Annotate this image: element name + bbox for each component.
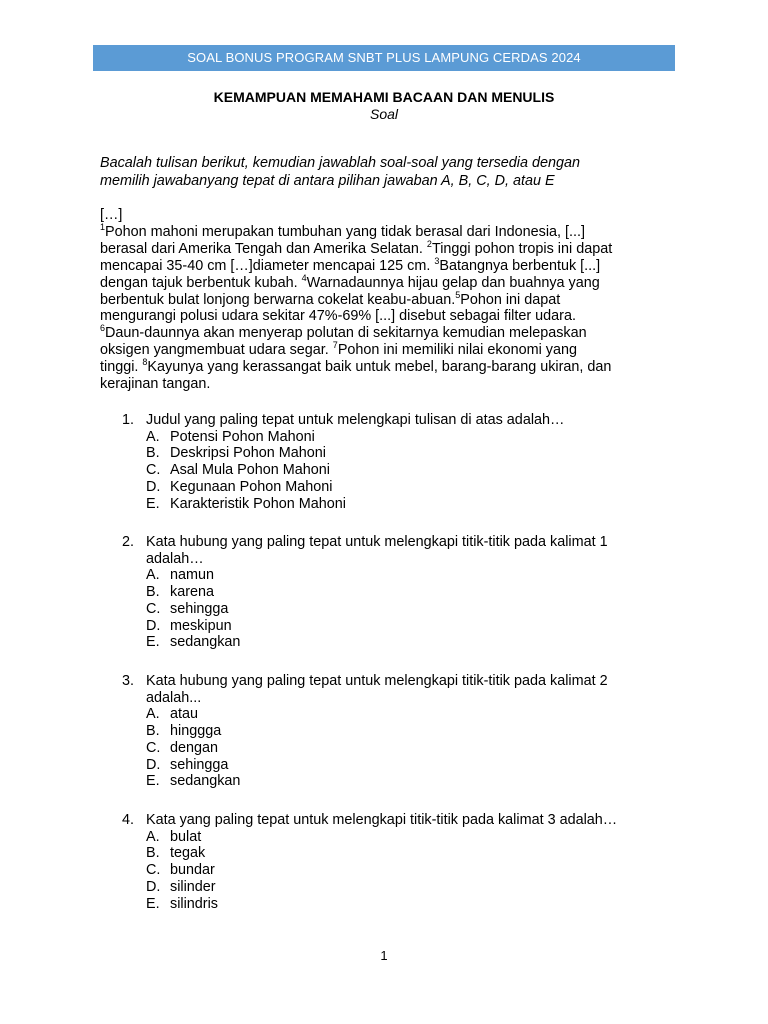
- option-text: sedangkan: [170, 773, 241, 790]
- option-letter: B.: [146, 584, 160, 601]
- option-text: meskipun: [170, 617, 232, 634]
- option-letter: A.: [146, 706, 160, 723]
- reading-passage: [100, 207, 675, 393]
- option-text: dengan: [170, 739, 219, 756]
- option-letter: E.: [146, 773, 160, 790]
- sentence-number: 5: [455, 289, 461, 300]
- passage-line: [100, 255, 675, 275]
- option-letter: A.: [146, 428, 160, 445]
- option-text: hinggga: [170, 723, 222, 740]
- answer-option[interactable]: [122, 740, 662, 757]
- header-banner: SOAL BONUS PROGRAM SNBT PLUS LAMPUNG CERDAS 2024: [93, 45, 675, 71]
- passage-text: Warnadaunnya hijau gelap dan buahnya yang: [306, 274, 600, 291]
- question-number: 2.: [122, 534, 135, 550]
- answer-option[interactable]: [122, 773, 662, 790]
- question-number: 3.: [122, 673, 135, 689]
- passage-line: [100, 359, 675, 376]
- question-stem: [122, 534, 662, 567]
- page-title: KEMAMPUAN MEMAHAMI BACAAN DAN MENULIS: [213, 89, 555, 105]
- option-letter: D.: [146, 617, 161, 634]
- option-letter: D.: [146, 756, 161, 773]
- passage-line: [100, 272, 675, 292]
- passage-text: mencapai 35-40 cm […]diameter mencapai 125 cm.: [100, 257, 435, 274]
- question-1: [122, 412, 662, 512]
- sentence-number: 4: [301, 272, 307, 283]
- sentence-number: 6: [100, 323, 106, 334]
- question-stem: [122, 412, 662, 429]
- option-letter: B.: [146, 445, 160, 462]
- answer-option[interactable]: [122, 567, 662, 584]
- option-letter: A.: [146, 828, 160, 845]
- option-letter: E.: [146, 634, 160, 651]
- passage-text: dengan tajuk berbentuk kubah.: [100, 274, 302, 291]
- option-text: sehingga: [170, 600, 229, 617]
- answer-option[interactable]: [122, 879, 662, 896]
- answer-option[interactable]: [122, 723, 662, 740]
- option-text: karena: [170, 584, 215, 601]
- answer-option[interactable]: [122, 862, 662, 879]
- answer-option[interactable]: [122, 479, 662, 496]
- question-text: Kata hubung yang paling tepat untuk melengkapi titik-titik pada kalimat 1 adalah…: [146, 534, 608, 567]
- option-text: bundar: [170, 862, 215, 879]
- option-letter: C.: [146, 600, 161, 617]
- page-number: 1: [380, 948, 388, 963]
- passage-line: [100, 342, 675, 359]
- passage-line: [100, 221, 675, 241]
- question-4: [122, 812, 662, 912]
- answer-option[interactable]: [122, 496, 662, 513]
- passage-text: Tinggi pohon tropis ini dapat: [431, 240, 613, 257]
- passage-line: kerajinan tangan.: [100, 376, 211, 393]
- answer-option[interactable]: [122, 601, 662, 618]
- option-letter: D.: [146, 478, 161, 495]
- passage-line: [100, 238, 675, 258]
- option-text: Potensi Pohon Mahoni: [170, 428, 315, 445]
- option-text: sedangkan: [170, 634, 241, 651]
- question-2: [122, 534, 662, 651]
- option-letter: D.: [146, 878, 161, 895]
- page-subtitle: Soal: [369, 106, 399, 122]
- question-number: 4.: [122, 812, 135, 828]
- passage-text: oksigen yangmembuat udara segar.: [100, 342, 333, 359]
- option-letter: B.: [146, 723, 160, 740]
- option-letter: C.: [146, 739, 161, 756]
- passage-text: Kayunya yang kerassangat baik untuk mebel, barang-barang ukiran, dan: [147, 359, 612, 376]
- instruction-text: [100, 154, 660, 190]
- passage-text: Batangnya berbentuk [...]: [439, 257, 601, 274]
- option-letter: C.: [146, 462, 161, 479]
- answer-option[interactable]: [122, 634, 662, 651]
- question-text: Judul yang paling tepat untuk melengkapi tulisan di atas adalah…: [146, 412, 565, 428]
- answer-option[interactable]: [122, 445, 662, 462]
- sentence-number: 1: [100, 221, 106, 232]
- passage-text: tinggi.: [100, 359, 143, 376]
- answer-option[interactable]: [122, 757, 662, 774]
- question-3: [122, 673, 662, 790]
- question-text: Kata hubung yang paling tepat untuk melengkapi titik-titik pada kalimat 2 adalah...: [146, 673, 608, 706]
- answer-option[interactable]: [122, 896, 662, 913]
- option-text: silinder: [170, 878, 216, 895]
- option-letter: C.: [146, 862, 161, 879]
- option-text: Karakteristik Pohon Mahoni: [170, 495, 346, 512]
- passage-text: Pohon mahoni merupakan tumbuhan yang tidak berasal dari Indonesia, [...]: [105, 223, 586, 240]
- instruction-line-2: memilih jawabanyang tepat di antara pilihan jawaban A, B, C, D, atau E: [100, 173, 555, 189]
- answer-option[interactable]: [122, 618, 662, 635]
- option-text: Kegunaan Pohon Mahoni: [170, 478, 333, 495]
- title-block: [0, 89, 768, 122]
- option-text: Deskripsi Pohon Mahoni: [170, 445, 326, 462]
- option-text: namun: [170, 567, 215, 584]
- passage-text: berasal dari Amerika Tengah dan Amerika Selatan.: [100, 240, 427, 257]
- option-text: Asal Mula Pohon Mahoni: [170, 462, 330, 479]
- passage-line: [100, 289, 675, 309]
- option-text: silindris: [170, 895, 218, 912]
- option-text: bulat: [170, 828, 202, 845]
- question-number: 1.: [122, 412, 135, 428]
- question-stem: [122, 673, 662, 706]
- option-text: atau: [170, 706, 199, 723]
- passage-text: Pohon ini dapat: [460, 291, 561, 308]
- question-text: Kata yang paling tepat untuk melengkapi titik-titik pada kalimat 3 adalah…: [146, 812, 618, 828]
- option-text: tegak: [170, 845, 206, 862]
- option-letter: E.: [146, 495, 160, 512]
- sentence-number: 2: [426, 238, 432, 249]
- sentence-number: 8: [142, 357, 148, 368]
- answer-option[interactable]: [122, 706, 662, 723]
- sentence-number: 3: [434, 255, 440, 266]
- option-letter: B.: [146, 845, 160, 862]
- option-letter: A.: [146, 567, 160, 584]
- option-letter: E.: [146, 895, 160, 912]
- answer-option[interactable]: [122, 829, 662, 846]
- passage-text: berbentuk bulat lonjong berwarna cokelat keabu-abuan.: [100, 291, 456, 308]
- answer-option[interactable]: [122, 845, 662, 862]
- instruction-line-1: Bacalah tulisan berikut, kemudian jawablah soal-soal yang tersedia dengan: [100, 155, 580, 171]
- passage-text: Pohon ini memiliki nilai ekonomi yang: [337, 342, 577, 359]
- sentence-number: 7: [332, 340, 338, 351]
- passage-opening: […]: [100, 207, 123, 223]
- answer-option[interactable]: [122, 429, 662, 446]
- option-text: sehingga: [170, 756, 229, 773]
- passage-text: Daun-daunnya akan menyerap polutan di sekitarnya kemudian melepaskan: [105, 325, 587, 342]
- answer-option[interactable]: [122, 584, 662, 601]
- passage-line: [100, 325, 675, 342]
- answer-option[interactable]: [122, 462, 662, 479]
- question-stem: [122, 812, 662, 829]
- passage-line: mengurangi polusi udara sekitar 47%-69% [...] disebut sebagai filter udara.: [100, 308, 576, 325]
